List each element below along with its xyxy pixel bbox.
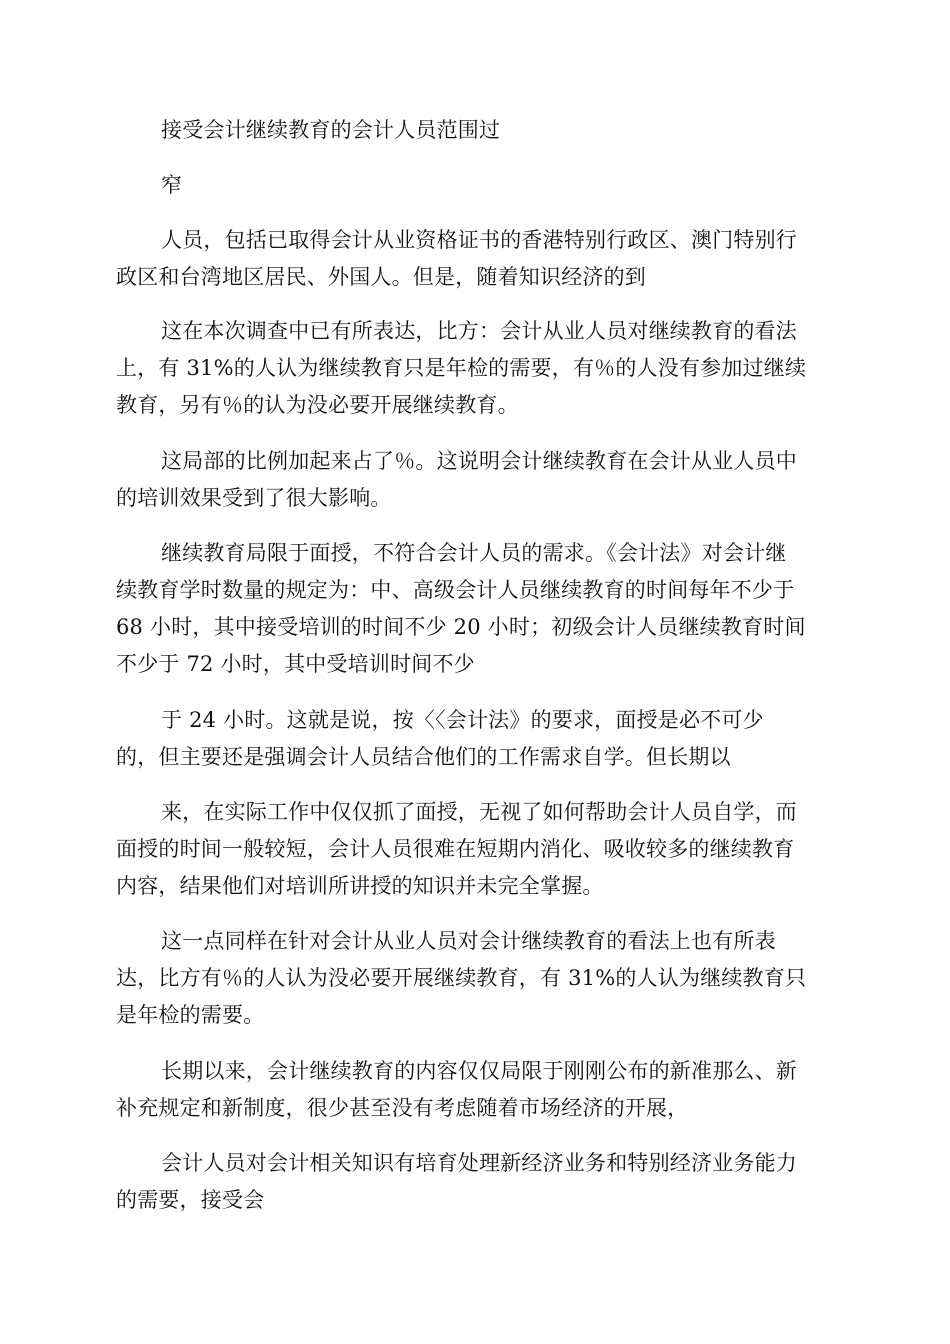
text-line: 长期以来，会计继续教育的内容仅仅局限于刚刚公布的新准那么、新	[161, 1059, 797, 1083]
paragraph-4	[116, 313, 836, 424]
text-line: 续教育学时数量的规定为：中、高级会计人员继续教育的时间每年不少于	[116, 578, 795, 602]
paragraph-1	[116, 112, 836, 149]
paragraph-8	[116, 794, 836, 905]
paragraph-5	[116, 443, 836, 517]
paragraph-3	[116, 222, 836, 296]
text-line: 不少于 72 小时，其中受培训时间不少	[116, 652, 475, 676]
paragraph-6	[116, 535, 836, 683]
paragraph-11	[116, 1145, 836, 1219]
text-line: 补充规定和新制度，很少甚至没有考虑随着市场经济的开展，	[116, 1096, 689, 1120]
text-line: 人员，包括已取得会计从业资格证书的香港特别行政区、澳门特别行	[161, 228, 797, 252]
text-line: 这局部的比例加起来占了％。这说明会计继续教育在会计从业人员中	[161, 449, 797, 473]
text-line: 的，但主要还是强调会计人员结合他们的工作需求自学。但长期以	[116, 745, 731, 769]
text-line: 面授的时间一般较短，会计人员很难在短期内消化、吸收较多的继续教育	[116, 837, 795, 861]
text-line: 窄	[161, 173, 183, 197]
text-line: 于 24 小时。这就是说，按〈〈会计法》的要求，面授是必不可少	[161, 708, 764, 732]
text-line: 的需要，接受会	[116, 1188, 265, 1212]
text-line: 来，在实际工作中仅仅抓了面授，无视了如何帮助会计人员自学，而	[161, 800, 797, 824]
text-line: 内容，结果他们对培训所讲授的知识并未完全掌握。	[116, 874, 604, 898]
text-line: 接受会计继续教育的会计人员范围过	[161, 118, 501, 142]
text-line: 这一点同样在针对会计从业人员对会计继续教育的看法上也有所表	[161, 929, 776, 953]
text-line: 的培训效果受到了很大影响。	[116, 486, 392, 510]
text-line: 68 小时，其中接受培训的时间不少 20 小时；初级会计人员继续教育时间	[116, 615, 806, 639]
paragraph-2	[116, 167, 836, 204]
text-line: 继续教育局限于面授，不符合会计人员的需求。《会计法》对会计继	[161, 541, 787, 565]
text-line: 教育，另有％的认为没必要开展继续教育。	[116, 393, 519, 417]
text-line: 这在本次调查中已有所表达，比方：会计从业人员对继续教育的看法	[161, 319, 797, 343]
text-line: 会计人员对会计相关知识有培育处理新经济业务和特别经济业务能力	[161, 1151, 797, 1175]
text-line: 政区和台湾地区居民、外国人。但是，随着知识经济的到	[116, 265, 646, 289]
paragraph-9	[116, 923, 836, 1034]
paragraph-7	[116, 702, 836, 776]
text-line: 上，有 31%的人认为继续教育只是年检的需要，有％的人没有参加过继续	[116, 356, 807, 380]
text-line: 是年检的需要。	[116, 1003, 265, 1027]
text-line: 达，比方有％的人认为没必要开展继续教育，有 31%的人认为继续教育只	[116, 966, 807, 990]
paragraph-10	[116, 1053, 836, 1127]
